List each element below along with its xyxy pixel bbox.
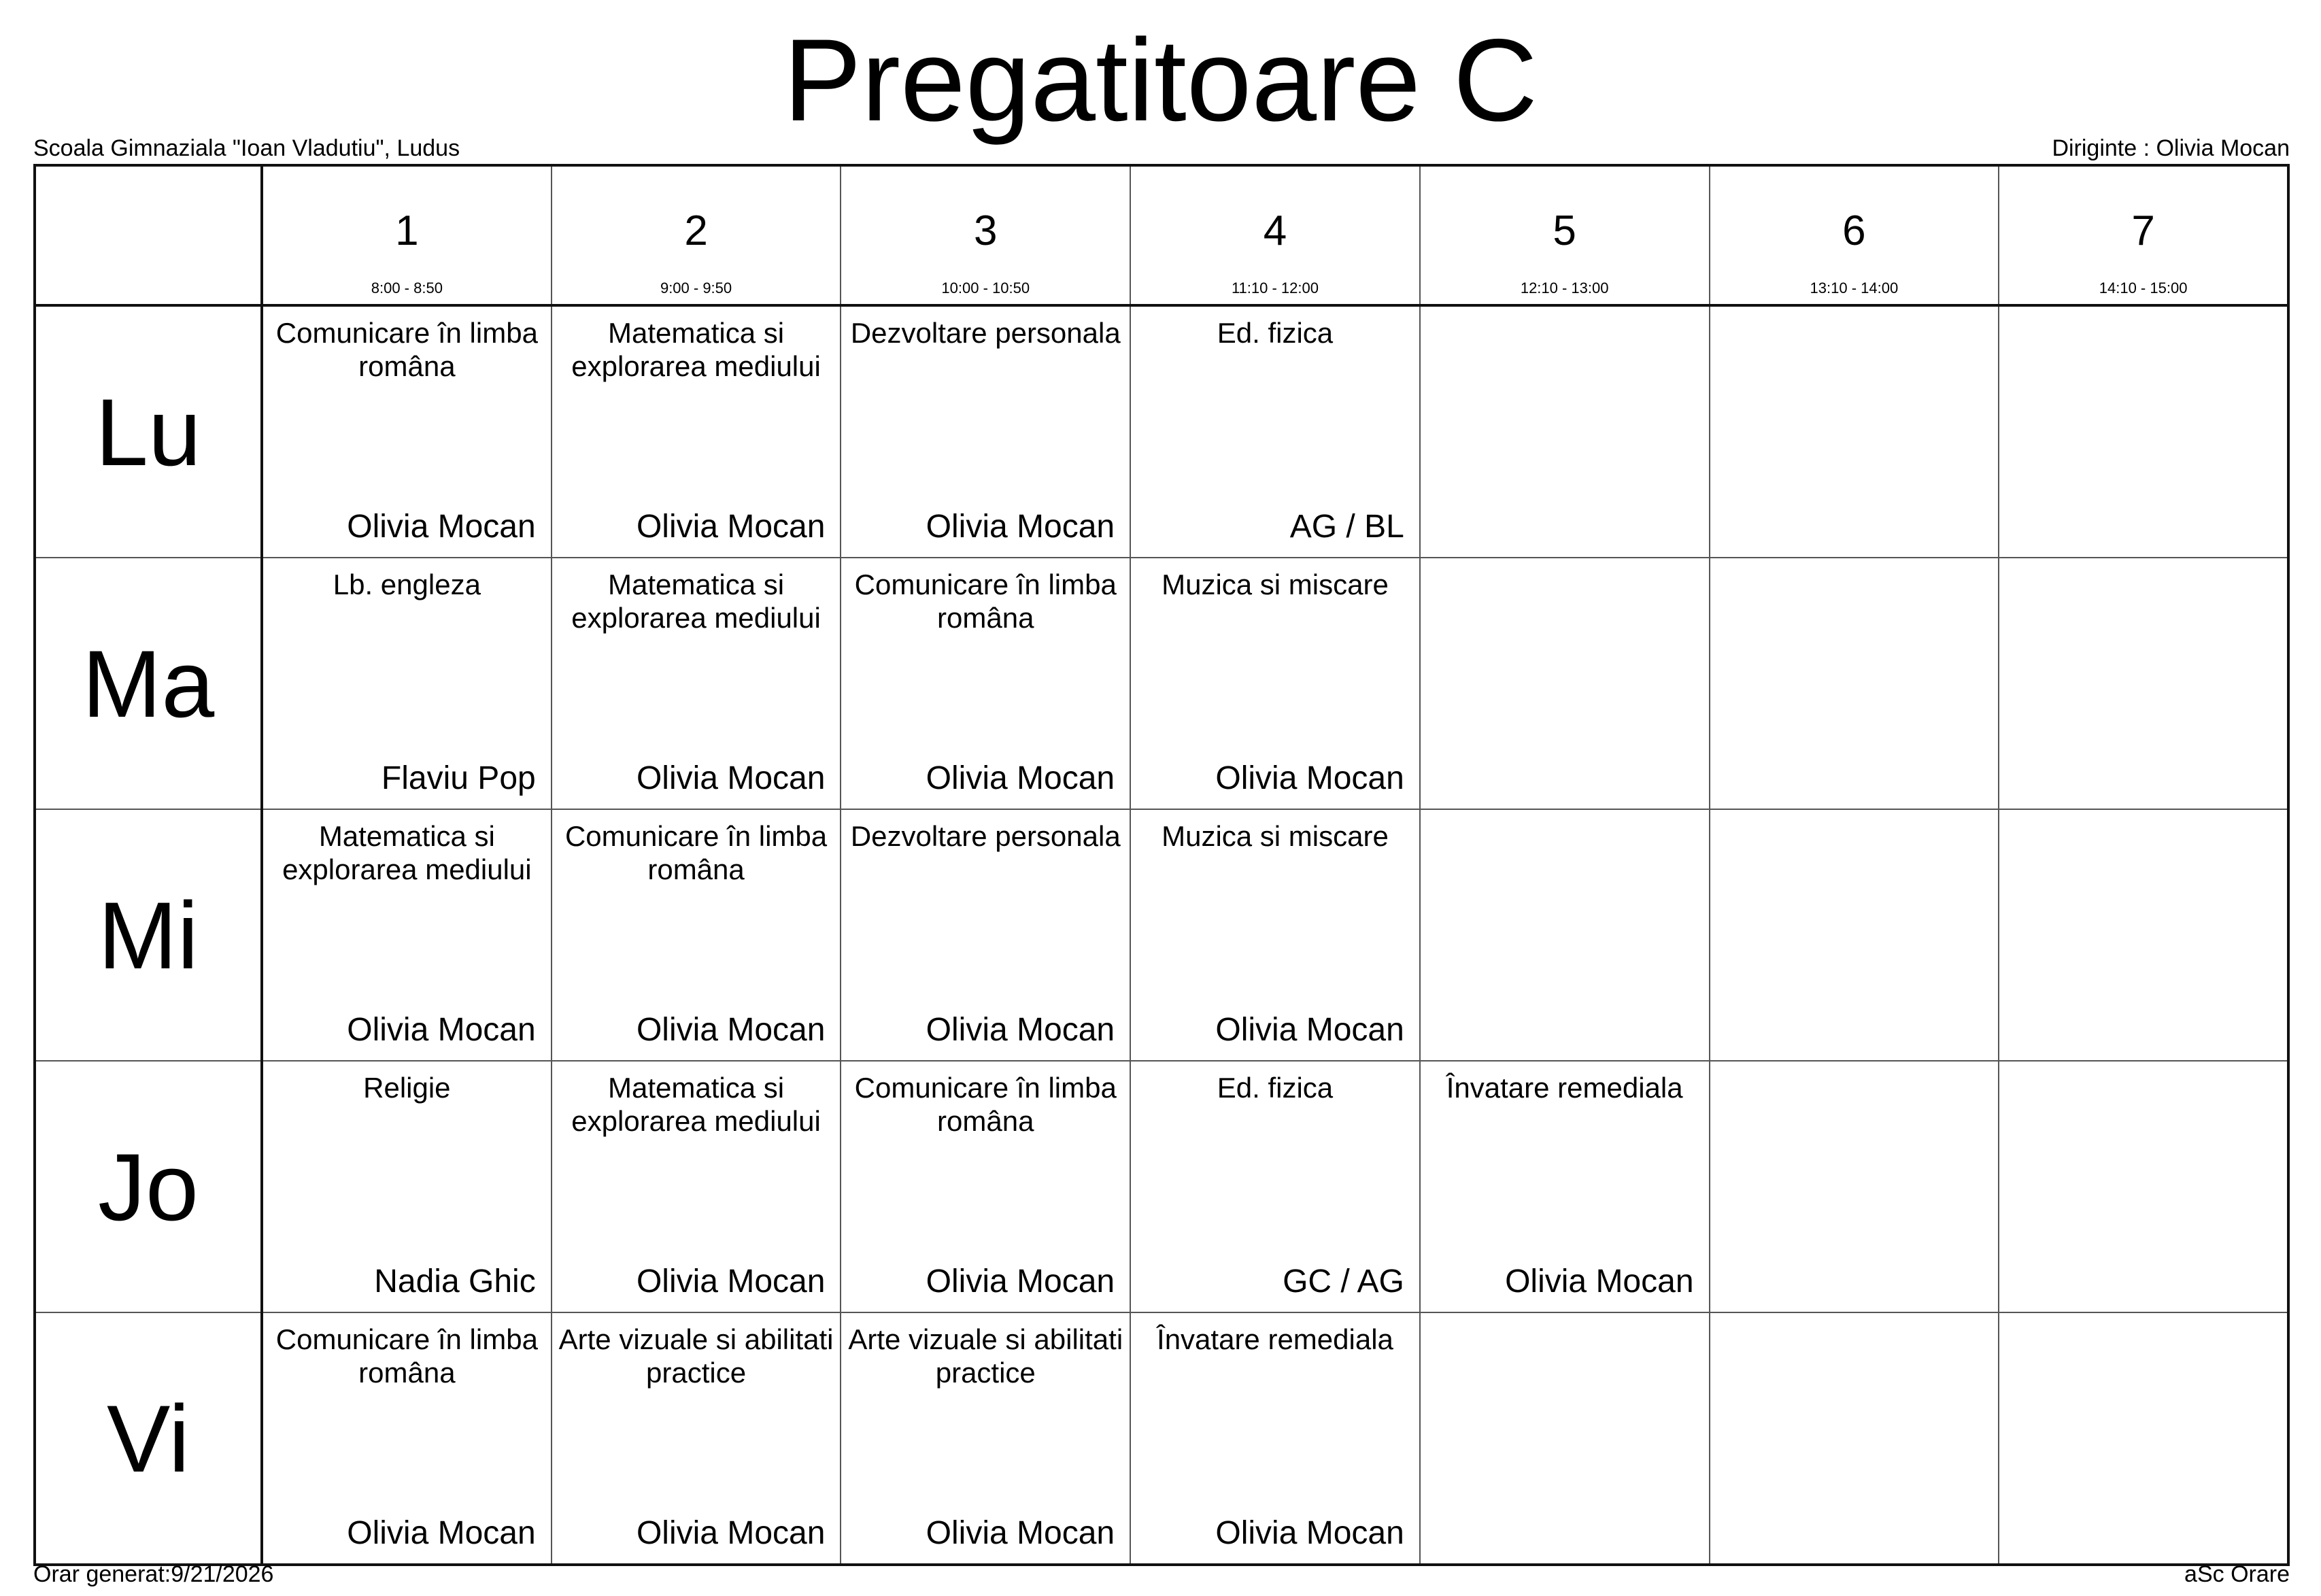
lesson-cell — [841, 558, 1130, 809]
day-label: Vi — [107, 1385, 190, 1492]
subject-name: Arte vizuale si abilitati practice — [558, 1323, 834, 1389]
lesson-cell — [841, 1312, 1130, 1565]
day-row — [35, 305, 2288, 558]
subject-name: Comunicare în limba româna — [564, 820, 828, 885]
subject-name: Religie — [363, 1072, 451, 1104]
lesson-cell — [1710, 1312, 1999, 1565]
lesson-cell — [1710, 809, 1999, 1061]
lesson-cell — [552, 1061, 841, 1312]
teacher-name: Olivia Mocan — [347, 509, 536, 545]
day-row — [35, 809, 2288, 1061]
lesson-cell — [1420, 1061, 1710, 1312]
day-cell — [35, 558, 262, 809]
lesson-cell — [1130, 1312, 1420, 1565]
day-row — [35, 1312, 2288, 1565]
teacher-name: Olivia Mocan — [636, 760, 826, 796]
day-cell — [35, 305, 262, 558]
day-cell — [35, 1061, 262, 1312]
period-number: 5 — [1553, 207, 1576, 254]
teacher-name: AG / BL — [1289, 509, 1404, 545]
lesson-cell — [1710, 558, 1999, 809]
period-header — [1999, 165, 2288, 305]
period-time: 13:10 - 14:00 — [1810, 279, 1899, 296]
page-title: Pregatitoare C — [783, 15, 1538, 146]
subject-name: Ed. fizica — [1217, 317, 1334, 349]
day-label: Mi — [98, 882, 199, 989]
teacher-name: Olivia Mocan — [1215, 760, 1404, 796]
corner-cell — [35, 165, 262, 305]
lesson-cell — [262, 1312, 552, 1565]
day-row — [35, 558, 2288, 809]
teacher-name: Olivia Mocan — [636, 1263, 826, 1300]
period-time: 14:10 - 15:00 — [2099, 279, 2188, 296]
teacher-name: Olivia Mocan — [926, 760, 1115, 796]
teacher-name: Olivia Mocan — [1505, 1263, 1694, 1300]
period-number: 3 — [974, 207, 998, 254]
period-number: 7 — [2131, 207, 2155, 254]
period-time: 11:10 - 12:00 — [1231, 279, 1319, 296]
subject-name: Comunicare în limba româna — [275, 1323, 538, 1389]
timetable-grid — [33, 164, 2290, 1566]
lesson-cell — [1999, 809, 2288, 1061]
subject-name: Ed. fizica — [1217, 1072, 1334, 1104]
lesson-cell — [841, 305, 1130, 558]
class-teacher: Diriginte : Olivia Mocan — [2052, 135, 2290, 161]
subject-name: Lb. engleza — [333, 568, 481, 600]
subject-name: Comunicare în limba româna — [854, 1072, 1117, 1137]
lesson-cell — [1999, 1061, 2288, 1312]
lesson-cell — [262, 809, 552, 1061]
teacher-name: Olivia Mocan — [926, 1263, 1115, 1300]
period-number: 2 — [684, 207, 708, 254]
period-header — [1130, 165, 1420, 305]
lesson-cell — [262, 1061, 552, 1312]
period-time: 9:00 - 9:50 — [660, 279, 732, 296]
teacher-name: Nadia Ghic — [374, 1263, 536, 1300]
subject-name: Muzica si miscare — [1162, 820, 1389, 852]
teacher-name: Olivia Mocan — [636, 1515, 826, 1551]
period-header — [552, 165, 841, 305]
subject-name: Comunicare în limba româna — [275, 317, 538, 382]
lesson-cell — [552, 558, 841, 809]
lesson-cell — [1420, 1312, 1710, 1565]
teacher-name: Olivia Mocan — [636, 1012, 826, 1048]
lesson-cell — [1710, 305, 1999, 558]
lesson-cell — [1130, 809, 1420, 1061]
subject-name: Învatare remediala — [1157, 1323, 1393, 1355]
lesson-cell — [1130, 558, 1420, 809]
lesson-cell — [1999, 1312, 2288, 1565]
lesson-cell — [1420, 809, 1710, 1061]
lesson-cell — [1420, 558, 1710, 809]
generated-date: Orar generat:9/21/2026 — [33, 1561, 274, 1587]
subject-name: Matematica si explorarea mediului — [571, 1072, 821, 1137]
lesson-cell — [1130, 1061, 1420, 1312]
subject-name: Matematica si explorarea mediului — [571, 568, 821, 634]
teacher-name: Olivia Mocan — [347, 1515, 536, 1551]
lesson-cell — [841, 809, 1130, 1061]
teacher-name: GC / AG — [1283, 1263, 1404, 1300]
subject-name: Arte vizuale si abilitati practice — [848, 1323, 1123, 1389]
period-header — [262, 165, 552, 305]
teacher-name: Olivia Mocan — [1215, 1012, 1404, 1048]
period-header — [1710, 165, 1999, 305]
period-header — [1420, 165, 1710, 305]
day-label: Jo — [98, 1134, 199, 1240]
period-number: 1 — [395, 207, 419, 254]
brand-label: aSc Orare — [2184, 1561, 2290, 1587]
day-row — [35, 1061, 2288, 1312]
lesson-cell — [552, 305, 841, 558]
teacher-name: Olivia Mocan — [926, 509, 1115, 545]
subject-name: Dezvoltare personala — [850, 820, 1121, 852]
period-time: 8:00 - 8:50 — [371, 279, 443, 296]
day-label: Ma — [82, 630, 215, 737]
lesson-cell — [1999, 305, 2288, 558]
period-time: 10:00 - 10:50 — [941, 279, 1030, 296]
teacher-name: Olivia Mocan — [926, 1012, 1115, 1048]
period-header — [841, 165, 1130, 305]
teacher-name: Olivia Mocan — [926, 1515, 1115, 1551]
teacher-name: Flaviu Pop — [381, 760, 536, 796]
day-label: Lu — [95, 379, 201, 486]
period-header-row — [35, 165, 2288, 305]
lesson-cell — [552, 809, 841, 1061]
subject-name: Muzica si miscare — [1162, 568, 1389, 600]
teacher-name: Olivia Mocan — [347, 1012, 536, 1048]
lesson-cell — [262, 305, 552, 558]
day-cell — [35, 809, 262, 1061]
subject-name: Matematica si explorarea mediului — [282, 820, 532, 885]
lesson-cell — [1710, 1061, 1999, 1312]
period-time: 12:10 - 13:00 — [1520, 279, 1609, 296]
lesson-cell — [1420, 305, 1710, 558]
subject-name: Învatare remediala — [1446, 1072, 1683, 1104]
lesson-cell — [841, 1061, 1130, 1312]
teacher-name: Olivia Mocan — [636, 509, 826, 545]
teacher-name: Olivia Mocan — [1215, 1515, 1404, 1551]
lesson-cell — [1999, 558, 2288, 809]
subject-name: Matematica si explorarea mediului — [571, 317, 821, 382]
lesson-cell — [552, 1312, 841, 1565]
period-number: 6 — [1842, 207, 1866, 254]
lesson-cell — [1130, 305, 1420, 558]
period-number: 4 — [1263, 207, 1287, 254]
school-name: Scoala Gimnaziala "Ioan Vladutiu", Ludus — [33, 135, 460, 161]
lesson-cell — [262, 558, 552, 809]
subject-name: Comunicare în limba româna — [854, 568, 1117, 634]
day-cell — [35, 1312, 262, 1565]
subject-name: Dezvoltare personala — [850, 317, 1121, 349]
